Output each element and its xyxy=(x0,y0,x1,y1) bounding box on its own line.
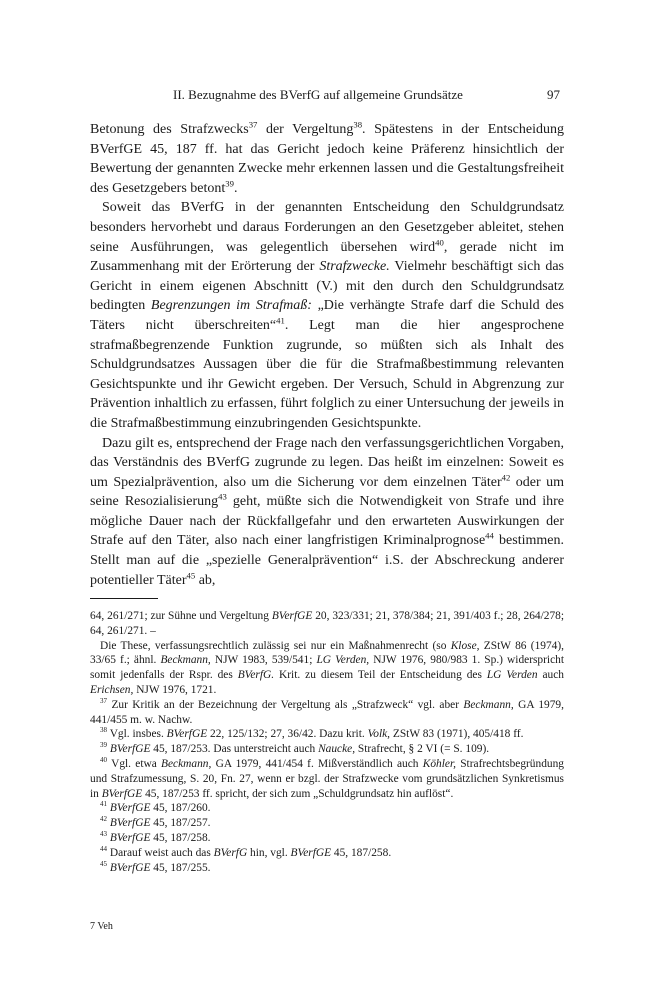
text-run: 45, 187/255. xyxy=(150,861,211,874)
text-run: der Vergeltung xyxy=(257,122,354,137)
text-run: 45, 187/258. xyxy=(150,831,211,844)
paragraph xyxy=(90,198,564,433)
text-run: 45, 187/253. Das unterstreicht auch xyxy=(150,743,319,756)
text-run: , gerade nicht im Zusammenhang mit der Erörterung der xyxy=(90,239,564,275)
footnote xyxy=(90,757,564,801)
italic-text: Volk, xyxy=(367,728,391,741)
text-run: NJW 1976, 980/983 1. Sp.) widerspricht somit jedenfalls der Rspr. des xyxy=(90,654,564,682)
text-run: Strafrechtsbegründung und Strafzumessung, S. 20, Fn. 27, wenn er bzgl. der Strafzwecke vom grundsätzlichen Synkretismus in xyxy=(90,757,564,800)
italic-text: BVerfGE xyxy=(109,831,151,844)
italic-text: BVerfGE xyxy=(109,743,151,756)
text-run: oder um seine Resozialisierung xyxy=(90,474,564,510)
text-run: 45, 187/260. xyxy=(150,802,211,815)
footnote xyxy=(90,846,564,861)
text-run: Krit. zu diesem Teil der Entscheidung des xyxy=(274,669,487,682)
footnote-ref: 38 xyxy=(353,119,363,130)
text-run: Zur Kritik an der Bezeichnung der Vergeltung als „Strafzweck“ vgl. aber xyxy=(107,698,464,711)
italic-text: Beckmann, xyxy=(160,654,211,667)
italic-text: BVerfG. xyxy=(237,669,275,682)
footnote xyxy=(90,831,564,846)
text-run: Strafrecht, § 2 VI (= S. 109). xyxy=(355,743,490,756)
footnote-ref: 45 xyxy=(100,859,108,868)
footnote-ref: 37 xyxy=(100,696,108,705)
main-text xyxy=(90,120,564,590)
text-run: . Legt man die hier angesprochene strafmaßbegrenzende Funktion zugrunde, so müßten sich als Inhalt des Schuldgrundsatzes Aussagen über die für die Strafmaßbestimmung relevanten Gesichtspunkte und ihr Gewicht ergeben. Der Versuch, Schuld in Abgrenzung zur Prävention inhaltlich zu erfassen, führt folglich zu einer Untersuchung der jeweils in die Strafmaßbestimmung einzubringenden Gesichtspunkte. xyxy=(90,317,565,431)
text-run: Vielmehr beschäftigt sich das Gericht in einem eigenen Abschnitt (V.) mit den durch den Schuldgrundsatz bedingten xyxy=(90,259,564,314)
text-run: hin, vgl. xyxy=(247,846,291,859)
italic-text: Beckmann, xyxy=(463,698,514,711)
paragraph xyxy=(90,434,564,591)
text-run: NJW 1976, 1721. xyxy=(133,683,217,696)
italic-text: BVerfGE xyxy=(290,846,332,859)
footnote-ref: 40 xyxy=(100,756,108,765)
text-run: . xyxy=(233,180,238,196)
footnote-ref: 44 xyxy=(485,530,494,541)
footnotes xyxy=(90,609,564,875)
italic-text: BVerfGE xyxy=(109,802,151,815)
text-run: Betonung des Strafzwecks xyxy=(90,122,249,137)
footnote-ref: 45 xyxy=(186,570,196,580)
text-run: 20, 323/331; 21, 378/384; 21, 391/403 f.; 28, 264/278; 64, 261/271. – xyxy=(90,610,564,637)
italic-text: Erichsen, xyxy=(90,683,134,696)
text-run: Dazu gilt es, entsprechend der Frage nach den verfassungsgerichtlichen Vorgaben, das Verständnis des BVerfG zugrunde zu legen. Das heißt im einzelnen: Soweit es um Spezialprävention, also um die Sicherung vor dem einzelnen Täter xyxy=(90,435,564,490)
text-run: „Die verhängte Strafe darf die Schuld des Täters nicht überschreiten“ xyxy=(90,298,564,333)
text-run: 45, 187/258. xyxy=(331,846,392,859)
footnote xyxy=(90,609,564,639)
footnote-ref: 38 xyxy=(100,726,108,735)
italic-text: BVerfGE xyxy=(166,728,208,741)
footnote xyxy=(90,727,564,742)
text-run: ab, xyxy=(195,572,216,588)
footnote xyxy=(90,816,564,831)
footnote-ref: 39 xyxy=(225,178,234,189)
italic-text: LG Verden, xyxy=(316,654,370,667)
italic-text: BVerfGE xyxy=(271,610,313,622)
footnote-ref: 42 xyxy=(501,472,511,483)
header-title: II. Bezugnahme des BVerfG auf allgemeine Grundsätze xyxy=(173,87,463,102)
running-header xyxy=(90,87,560,107)
text-run: GA 1979, 441/455 m. w. Nachw. xyxy=(90,698,564,726)
text-run: bestimmen. Stellt man auf die „spezielle Generalprävention“ i.S. der Abschreckung anderer potentieller Täter xyxy=(90,533,564,588)
italic-text: BVerfGE xyxy=(101,787,143,800)
footnote xyxy=(90,742,564,757)
text-run: auch xyxy=(537,669,564,682)
italic-text: Klose, xyxy=(450,639,480,652)
text-run: Soweit das BVerfG in der genannten Entscheidung den Schuldgrundsatz besonders hervorhebt und daraus Forderungen an den Gesetzgeber ableitet, stehen seine Ausführungen, was gelegentlich übersehen wird xyxy=(90,200,564,255)
footnote xyxy=(90,801,564,816)
text-run: 45, 187/257. xyxy=(150,817,211,830)
footnote-separator xyxy=(90,598,158,599)
paragraph xyxy=(90,120,564,198)
signature-mark: 7 Veh xyxy=(90,921,113,932)
italic-text: BVerfG xyxy=(213,846,248,859)
footnote-ref: 37 xyxy=(248,119,258,130)
text-run: GA 1979, 441/454 f. Mißverständlich auch xyxy=(211,757,423,770)
footnote-ref: 44 xyxy=(100,844,108,853)
text-run: 22, 125/132; 27, 36/42. Dazu krit. xyxy=(207,728,368,741)
text-run: geht, müßte sich die Notwendigkeit von Strafe und ihre mögliche Dauer nach der Rückfallgefahr und den erwarteten Auswirkungen der Strafe auf den Täter, also nach einer langfristigen Kriminalprognose xyxy=(90,494,564,549)
page-number: 97 xyxy=(547,87,560,102)
footnote-ref: 40 xyxy=(435,236,444,247)
footnote xyxy=(90,698,564,728)
italic-text: BVerfGE xyxy=(109,817,151,830)
text-run: 45, 187/253 ff. spricht, der sich zum „Schuldgrundsatz hin auflöst“. xyxy=(142,787,454,800)
italic-text: Strafzwecke. xyxy=(319,259,390,275)
text-run: NJW 1983, 539/541; xyxy=(210,654,317,667)
footnote xyxy=(90,861,564,876)
text-run: Darauf weist auch das xyxy=(107,846,214,859)
footnote-ref: 41 xyxy=(276,315,285,326)
footnote xyxy=(90,639,564,698)
footnote-ref: 43 xyxy=(218,491,227,502)
footnote-ref: 43 xyxy=(100,830,108,839)
text-run: Die These, verfassungsrechtlich zulässig sei nur ein Maßnahmenrecht (so xyxy=(100,639,451,652)
text-run: ZStW 86 (1974), 33/65 f.; ähnl. xyxy=(90,639,564,667)
italic-text: Köhler, xyxy=(422,757,456,770)
footnote-ref: 41 xyxy=(100,800,108,809)
footnote-ref: 39 xyxy=(100,741,108,750)
text-run: 64, 261/271; zur Sühne und Vergeltung xyxy=(90,610,272,622)
text-run: . Spätestens in der Entscheidung BVerfGE 45, 187 ff. hat das Gericht jedoch keine Präferenz hinsichtlich der Bewertung der genannten Zwecke mehr erkennen lassen und die Gestaltungsfreiheit des Gesetzgebers betont xyxy=(90,122,564,196)
text-run: Vgl. etwa xyxy=(107,757,162,770)
italic-text: BVerfGE xyxy=(109,861,151,874)
italic-text: Begrenzungen im Strafmaß: xyxy=(150,298,312,314)
italic-text: LG Verden xyxy=(486,669,538,682)
text-run: Vgl. insbes. xyxy=(107,728,167,741)
italic-text: Beckmann, xyxy=(161,757,212,770)
footnote-ref: 42 xyxy=(100,815,108,824)
italic-text: Naucke, xyxy=(318,743,356,756)
text-run: ZStW 83 (1971), 405/418 ff. xyxy=(390,728,524,741)
